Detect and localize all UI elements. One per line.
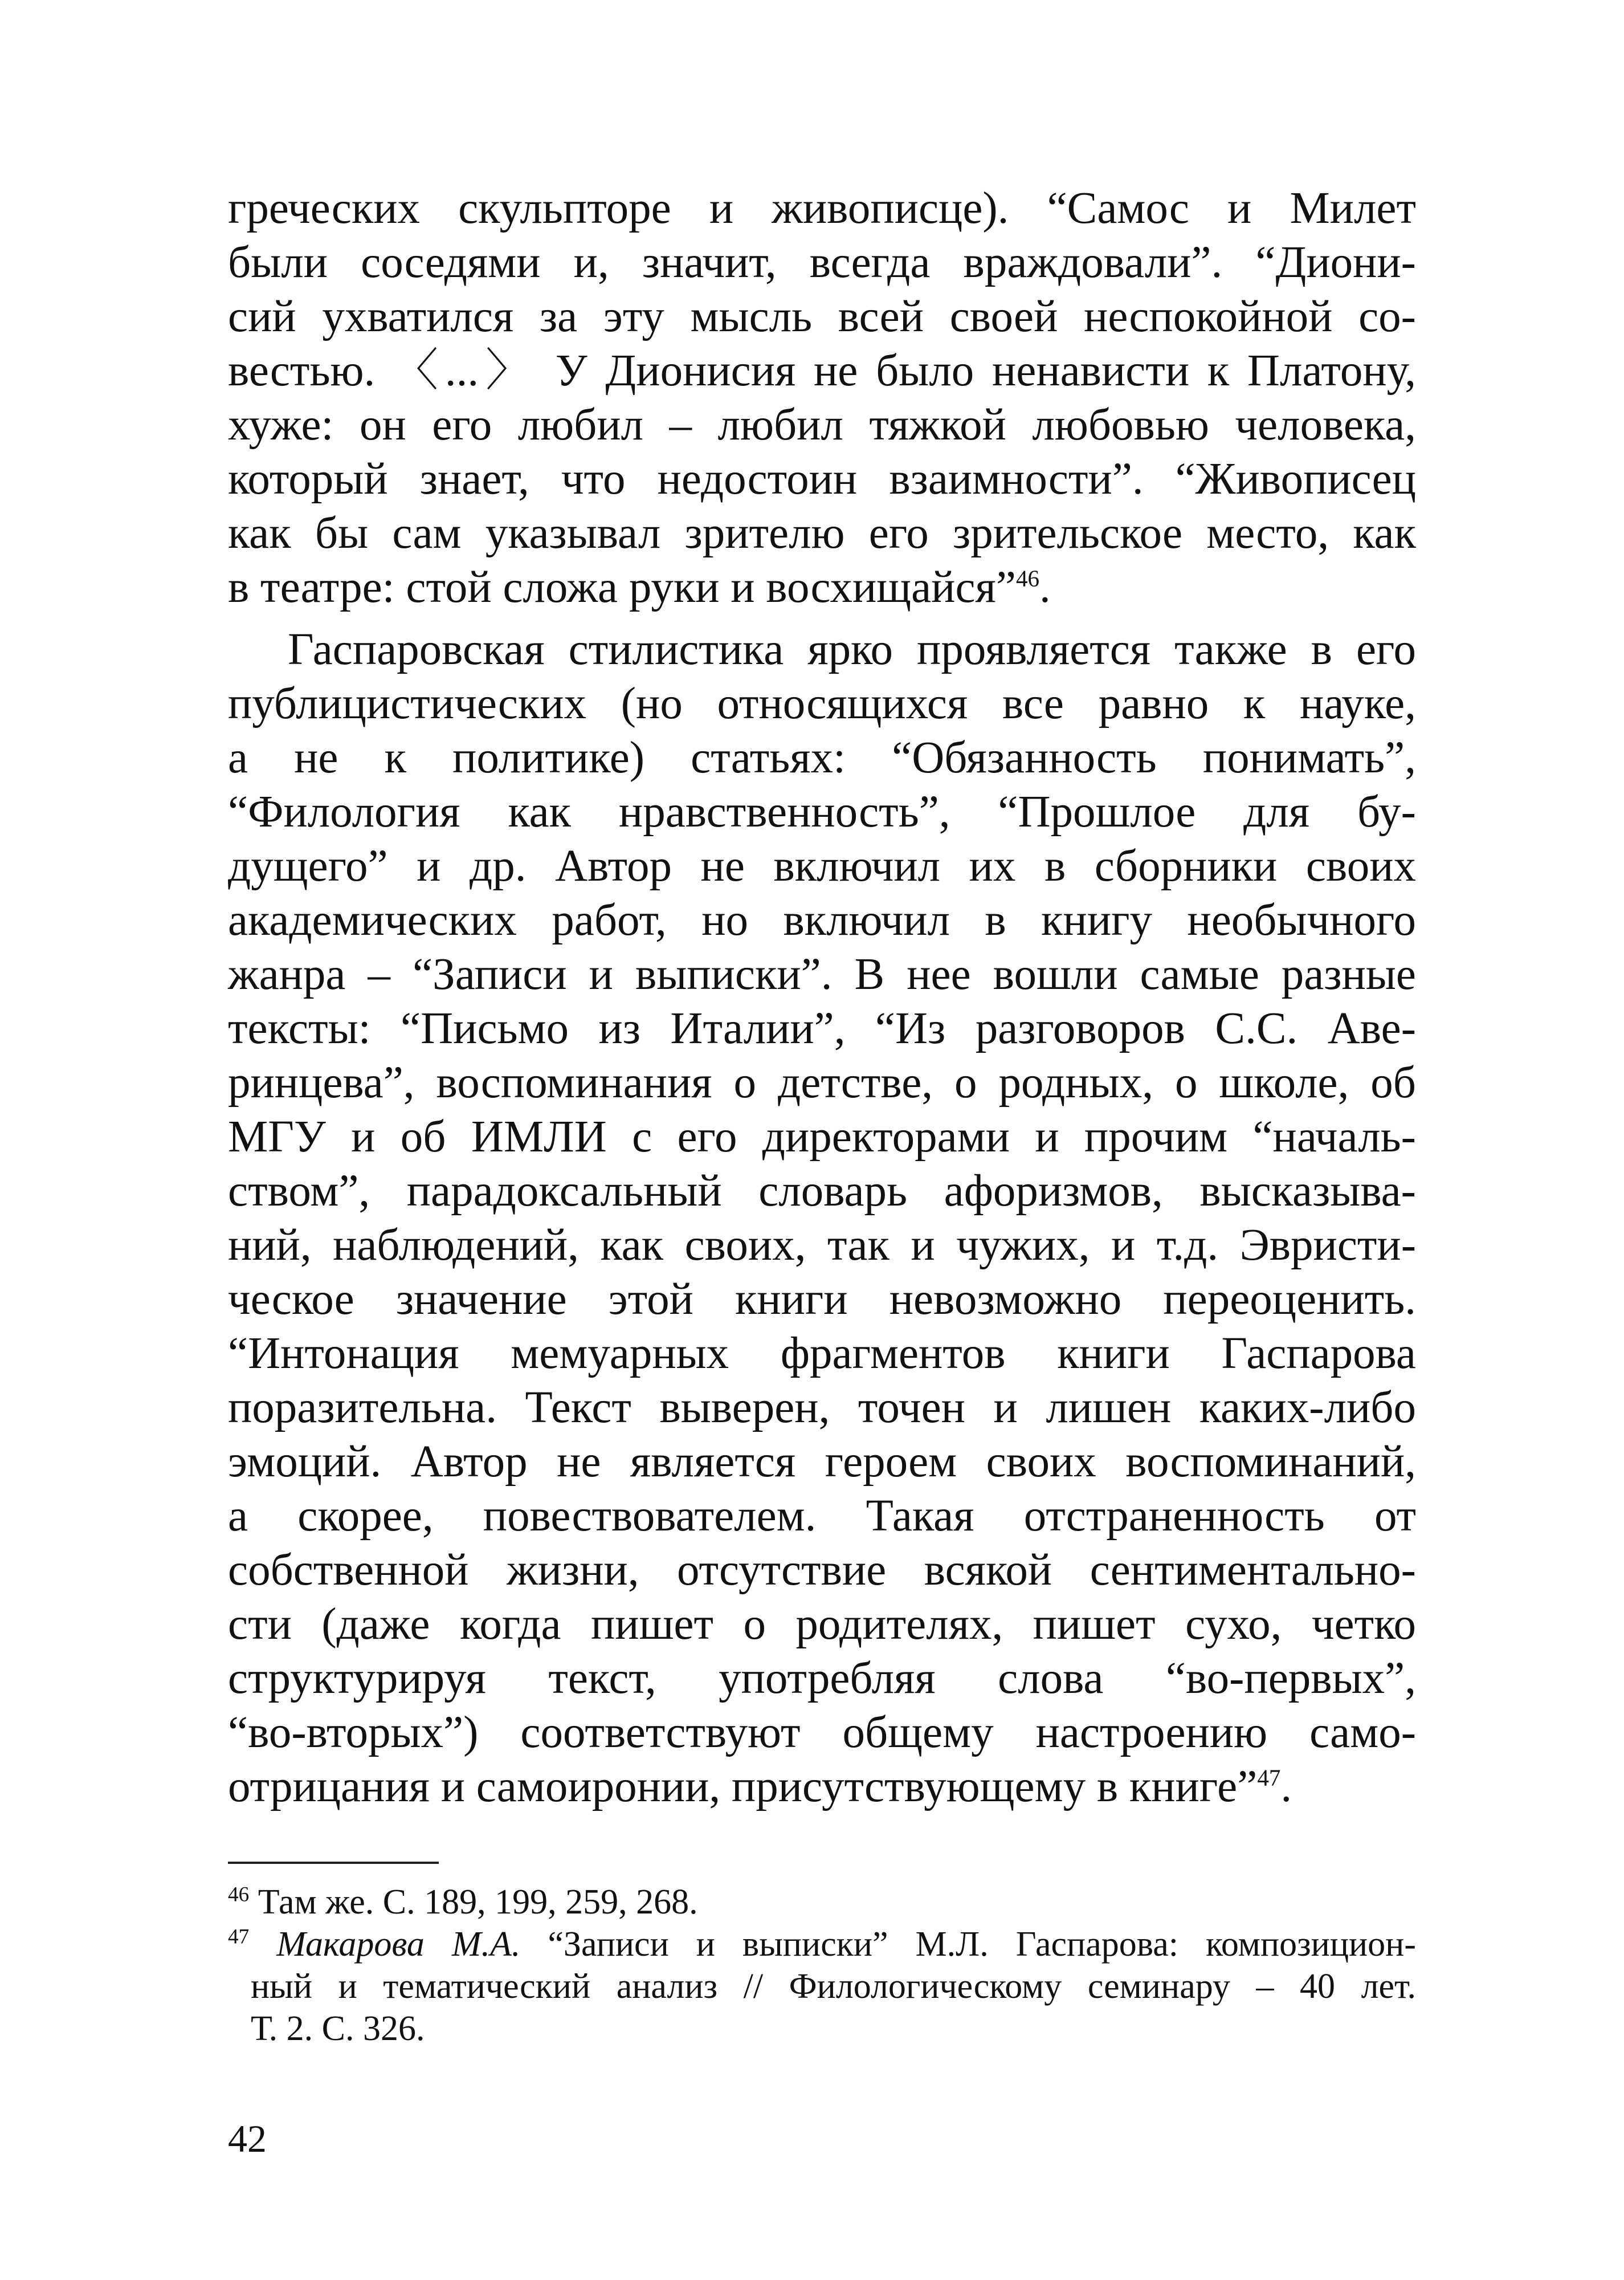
text-line: жанра – “Записи и выписки”. В нее вошли самые разные — [228, 950, 1416, 999]
footnote-text: Там же. С. 189, 199, 259, 268. — [249, 1883, 698, 1921]
text-line: а не к политике) статьях: “Обязанность понимать”, — [228, 733, 1416, 783]
text-line: академических работ, но включил в книгу необычного — [228, 895, 1416, 945]
text-line: эмоций. Автор не является героем своих воспоминаний, — [228, 1437, 1416, 1487]
text-line: сий ухватился за эту мысль всей своей неспокойной со- — [228, 292, 1416, 341]
footnote-ref: 47 — [1257, 1764, 1281, 1791]
footnote-46 — [228, 1881, 1416, 1923]
text-line: ний, наблюдений, как своих, так и чужих, и т.д. Эвристи- — [228, 1220, 1416, 1270]
footnote-47-continued: Т. 2. С. 326. — [251, 2009, 425, 2048]
text-line: публицистических (но относящихся все равно к науке, — [228, 679, 1416, 728]
text-line: “Интонация мемуарных фрагментов книги Гаспарова — [228, 1329, 1416, 1378]
footnote-47-continued: ный и тематический анализ // Филологическому семинару – 40 лет. — [251, 1967, 1416, 2006]
text-line: Гаспаровская стилистика ярко проявляется также в его — [288, 625, 1416, 674]
text-line: ством”, парадоксальный словарь афоризмов, высказыва- — [228, 1166, 1416, 1216]
footnote-47 — [228, 1923, 1416, 1965]
footnotes — [228, 1881, 1416, 2050]
text-line: дущего” и др. Автор не включил их в сборники своих — [228, 841, 1416, 891]
text-segment: . — [1039, 563, 1051, 612]
paragraph — [228, 622, 1416, 1814]
text-line: хуже: он его любил – любил тяжкой любовью человека, — [228, 400, 1416, 450]
text-line: структурируя текст, употребляя слова “во-первых”, — [228, 1654, 1416, 1703]
text-line: греческих скульпторе и живописце). “Самос и Милет — [228, 184, 1416, 233]
page-body — [228, 181, 1416, 2050]
text-line — [228, 560, 1416, 614]
text-line: ринцева”, воспоминания о детстве, о родных, о школе, об — [228, 1058, 1416, 1108]
footnote-author: Макарова М.А. — [276, 1925, 521, 1964]
text-line: поразительна. Текст выверен, точен и лишен каких-либо — [228, 1383, 1416, 1432]
footnote-separator — [228, 1862, 439, 1864]
text-line: были соседями и, значит, всегда враждовали”. “Диони- — [228, 238, 1416, 287]
text-segment: . — [1280, 1762, 1292, 1811]
text-segment: в театре: стой сложа руки и восхищайся” — [228, 563, 1016, 612]
text-line: сти (даже когда пишет о родителях, пишет сухо, четко — [228, 1599, 1416, 1649]
text-line: как бы сам указывал зрителю его зрительское место, как — [228, 508, 1416, 558]
footnote-number: 47 — [228, 1925, 250, 1949]
text-line: МГУ и об ИМЛИ с его директорами и прочим “началь- — [228, 1112, 1416, 1162]
text-line — [228, 1760, 1416, 1814]
text-segment: отрицания и самоиронии, присутствующему в книге” — [228, 1762, 1258, 1811]
text-line: который знает, что недостоин взаимности”. “Живописец — [228, 454, 1416, 504]
paragraph — [228, 181, 1416, 614]
text-line: “Филология как нравственность”, “Прошлое для бу- — [228, 787, 1416, 837]
footnote-text: “Записи и выписки” М.Л. Гаспарова: композицион- — [520, 1925, 1417, 1964]
footnote-number: 46 — [228, 1883, 250, 1907]
text-line: а скорее, повествователем. Такая отстраненность от — [228, 1491, 1416, 1541]
footnote-ref: 46 — [1015, 565, 1040, 592]
text-line: ческое значение этой книги невозможно переоценить. — [228, 1275, 1416, 1324]
text-line: тексты: “Письмо из Италии”, “Из разговоров С.С. Аве- — [228, 1004, 1416, 1053]
text-line: вестью. 〈...〉 У Дионисия не было ненависти к Платону, — [228, 346, 1416, 396]
page-number: 42 — [228, 2117, 267, 2160]
text-line: “во-вторых”) соответствуют общему настроению само- — [228, 1708, 1416, 1757]
text-line: собственной жизни, отсутствие всякой сентиментально- — [228, 1545, 1416, 1595]
